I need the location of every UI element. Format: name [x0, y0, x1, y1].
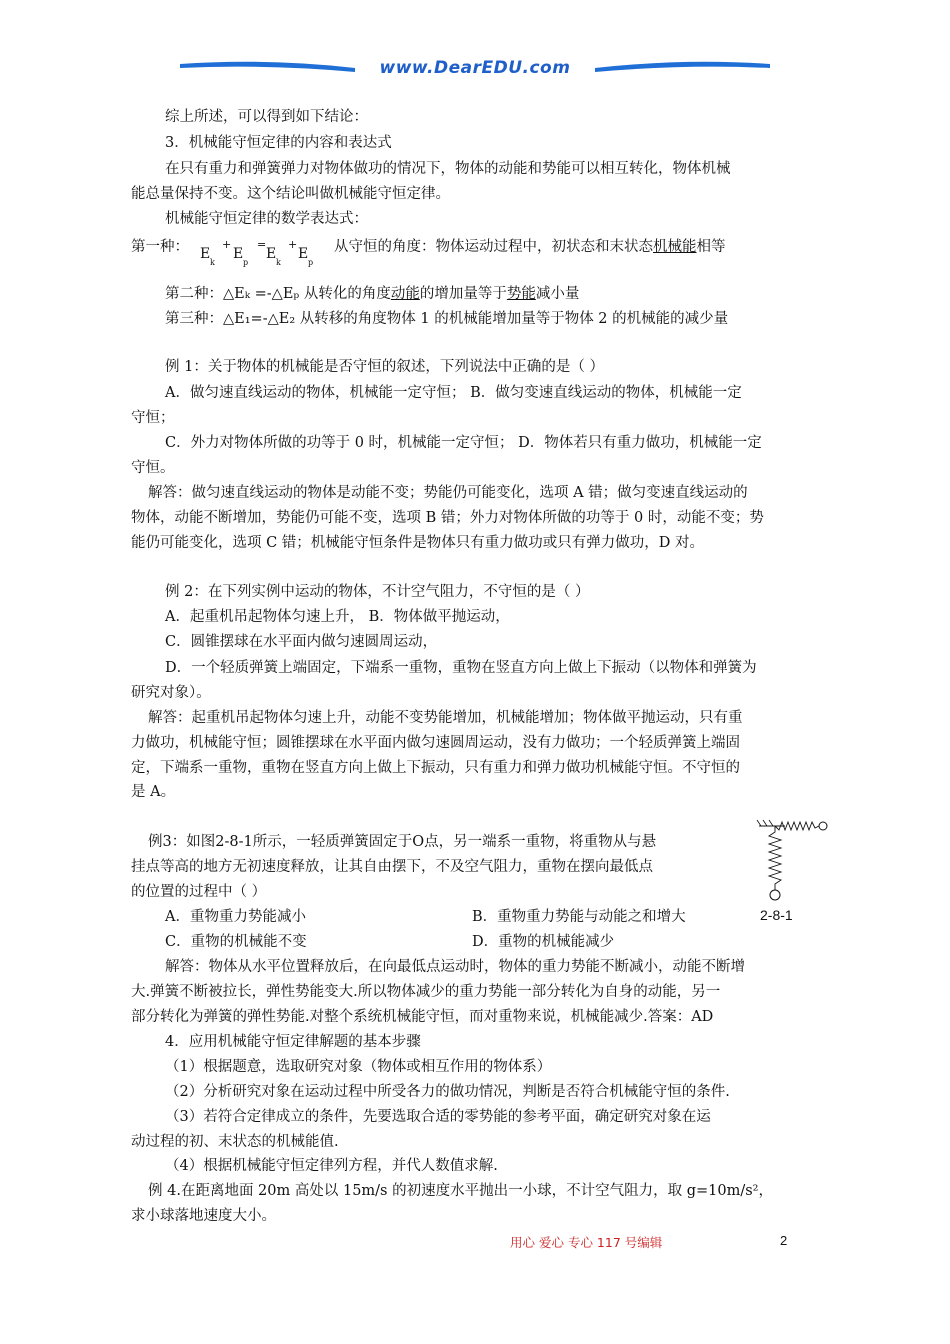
underlined-term: 机械能	[653, 239, 697, 255]
text-span: 第二种：△Eₖ =-△Eₚ 从转化的角度	[165, 286, 391, 302]
text-line: 的位置的过程中（ ）	[131, 884, 267, 900]
formula-subscript: k	[210, 258, 215, 267]
text-line	[165, 285, 579, 303]
underlined-term: 动能	[390, 286, 420, 302]
formula-subscript: k	[276, 258, 281, 267]
option-c: C．重物的机械能不变	[165, 934, 307, 950]
option-b: B．重物重力势能与动能之和增大	[472, 909, 686, 925]
step-item: （1）根据题意，选取研究对象（物体或相互作用的物体系）	[165, 1059, 552, 1075]
step-item: （3）若符合定律成立的条件，先要选取合适的零势能的参考平面，确定研究对象在运	[165, 1109, 711, 1125]
answer-text: 能仍可能变化，选项 C 错；机械能守恒条件是物体只有重力做功或只有弹力做功，D 对。	[131, 535, 705, 551]
text-span: 减小量	[535, 286, 580, 302]
answer-text: 力做功，机械能守恒；圆锥摆球在水平面内做匀速圆周运动，没有力做功；一个轻质弹簧上端固	[131, 735, 740, 751]
answer-text: 部分转化为弹簧的弹性势能.对整个系统机械能守恒，而对重物来说，机械能减少.答案：AD	[131, 1009, 714, 1025]
text-line: 能总量保持不变。这个结论叫做机械能守恒定律。	[131, 186, 450, 202]
text-line: C．外力对物体所做的功等于 0 时，机械能一定守恒； D．物体若只有重力做功，机械能一定	[165, 435, 762, 451]
text-line: 研究对象）。	[131, 685, 211, 701]
site-header	[175, 50, 775, 90]
option-a: A．重物重力势能减小	[165, 909, 306, 925]
text-span: 从守恒的角度：物体运动过程中，初状态和末状态	[334, 239, 653, 255]
formula-symbol: E	[200, 246, 211, 262]
page-number: 2	[780, 1233, 788, 1248]
figure-label: 2-8-1	[760, 907, 793, 923]
text-line	[334, 238, 726, 256]
footer-note: 用心 爱心 专心 117 号编辑	[510, 1235, 663, 1250]
formula-subscript: p	[243, 258, 249, 267]
text-line: A．起重机吊起物体匀速上升， B．物体做平抛运动，	[165, 609, 510, 625]
text-span: 相等	[696, 239, 726, 255]
text-line: 守恒。	[131, 460, 175, 476]
text-line: D．一个轻质弹簧上端固定，下端系一重物，重物在竖直方向上做上下振动（以物体和弹簧为	[165, 660, 757, 676]
example-question: 例 4.在距离地面 20m 高处以 15m/s 的初速度水平抛出一小球，不计空气阻力，取 g=10m/s²，	[148, 1183, 773, 1199]
text-line: 挂点等高的地方无初速度释放，让其自由摆下，不及空气阻力，重物在摆向最低点	[131, 859, 653, 875]
text-line: C．圆锥摆球在水平面内做匀速圆周运动，	[165, 634, 438, 650]
answer-text: 解答：物体从水平位置释放后，在向最低点运动时，物体的重力势能不断减小，动能不断增	[165, 959, 745, 975]
step-item: 动过程的初、末状态的机械能值.	[131, 1134, 339, 1150]
formula-operator: +	[288, 238, 298, 251]
text-line: 守恒；	[131, 410, 175, 426]
option-d: D．重物的机械能减少	[472, 934, 615, 950]
text-line: 在只有重力和弹簧弹力对物体做功的情况下，物体的动能和势能可以相互转化，物体机械	[165, 161, 731, 177]
section-heading: 4．应用机械能守恒定律解题的基本步骤	[165, 1034, 421, 1050]
formula-subscript: p	[308, 258, 314, 267]
text-span: 的增加量等于	[419, 286, 507, 302]
example-question: 例3：如图2-8-1所示，一轻质弹簧固定于O点，另一端系一重物，将重物从与悬	[148, 834, 657, 850]
step-item: （4）根据机械能守恒定律列方程，并代人数值求解.	[165, 1158, 498, 1174]
example-question: 例 2：在下列实例中运动的物体，不计空气阻力，不守恒的是（ ）	[165, 584, 590, 600]
answer-text: 物体，动能不断增加，势能仍可能不变，选项 B 错；外力对物体所做的功等于 0 时，动能不变；势	[131, 510, 764, 526]
site-url[interactable]: www.DearEDU.com	[379, 58, 571, 78]
formula-symbol: E	[298, 246, 309, 262]
spring-pendulum-figure	[745, 818, 835, 918]
answer-text: 定，下端系一重物，重物在竖直方向上做上下振动，只有重力和弹力做功机械能守恒。不守恒的	[131, 760, 740, 776]
text-line: 综上所述，可以得到如下结论：	[165, 109, 368, 125]
formula-symbol: E	[266, 246, 277, 262]
step-item: （2）分析研究对象在运动过程中所受各力的做功情况，判断是否符合机械能守恒的条件.	[165, 1084, 730, 1100]
text-line: 机械能守恒定律的数学表达式：	[165, 211, 368, 227]
example-question: 例 1：关于物体的机械能是否守恒的叙述，下列说法中正确的是（ ）	[165, 359, 604, 375]
answer-text: 解答：做匀速直线运动的物体是动能不变；势能仍可能变化，选项 A 错；做匀变速直线运动的	[148, 485, 748, 501]
formula-operator: +	[222, 238, 232, 251]
text-line: 第三种：△E₁=-△E₂ 从转移的角度物体 1 的机械能增加量等于物体 2 的机械能的减少量	[165, 311, 729, 327]
text-line: A．做匀速直线运动的物体，机械能一定守恒； B．做匀变速直线运动的物体，机械能一定	[165, 385, 742, 401]
answer-text: 解答：起重机吊起物体匀速上升，动能不变势能增加，机械能增加；物体做平抛运动，只有重	[148, 710, 743, 726]
formula-label: 第一种：	[131, 239, 189, 255]
formula-symbol: E	[233, 246, 244, 262]
underlined-term: 势能	[506, 286, 536, 302]
answer-text: 是 A。	[131, 784, 176, 800]
answer-text: 大.弹簧不断被拉长，弹性势能变大.所以物体减少的重力势能一部分转化为自身的动能，另一	[131, 984, 721, 1000]
section-heading: 3．机械能守恒定律的内容和表达式	[165, 135, 392, 151]
formula-operator: =	[257, 238, 267, 251]
text-line: 求小球落地速度大小。	[131, 1208, 276, 1224]
